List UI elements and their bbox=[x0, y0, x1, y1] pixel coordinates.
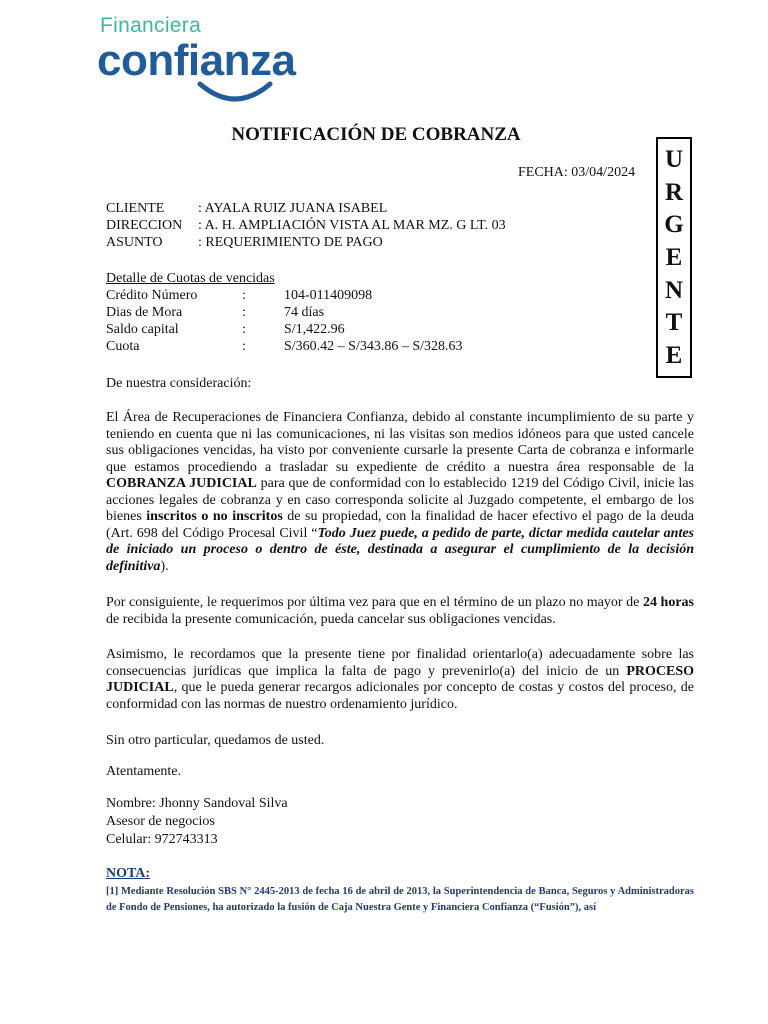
detalle-label: Crédito Número bbox=[106, 288, 198, 303]
detalle-label: Cuota bbox=[106, 339, 140, 354]
field-value: : REQUERIMIENTO DE PAGO bbox=[198, 235, 383, 250]
p2-text: de recibida la presente comunicación, pueda cancelar sus obligaciones vencidas. bbox=[106, 611, 556, 627]
p3-text: , que le pueda generar recargos adicionales por concepto de costas y costos del proceso, de conformidad con las normas de nuestro ordenamiento jurídico. bbox=[106, 680, 694, 712]
direccion-row bbox=[106, 218, 506, 234]
p1-text: de su propiedad, con la finalidad de hacer efectivo el pago de la deuda (Art. 698 del Código Procesal Civil “ bbox=[106, 509, 694, 541]
detalle-value: 104-011409098 bbox=[284, 288, 373, 303]
nota-title: NOTA: bbox=[106, 866, 151, 881]
urgente-stamp bbox=[656, 137, 692, 378]
logo-confianza-text: confianza bbox=[97, 36, 296, 85]
detalle-label: Saldo capital bbox=[106, 322, 179, 337]
detalle-sep: : bbox=[242, 339, 246, 354]
logo-smile-icon bbox=[196, 80, 274, 106]
urgente-letter: E bbox=[665, 342, 683, 370]
closing-line: Sin otro particular, quedamos de usted. bbox=[106, 733, 325, 748]
nota-text: [1] Mediante Resolución SBS N° 2445-2013 de fecha 16 de abril de 2013, la Superintendencia de Banca, Seguros y Administradoras de Fondo de Pensiones, ha autorizado la fusión de Caja Nuestra Gente y Financiera Confianza (“Fusión”), así bbox=[106, 886, 694, 913]
cliente-row bbox=[106, 201, 387, 217]
fecha-value: 03/04/2024 bbox=[571, 165, 636, 180]
signature-phone: Celular: 972743313 bbox=[106, 832, 218, 847]
detalle-row bbox=[106, 339, 463, 355]
signature-role: Asesor de negocios bbox=[106, 814, 215, 829]
detalle-label: Dias de Mora bbox=[106, 305, 183, 320]
detalle-value: S/360.42 – S/343.86 – S/328.63 bbox=[284, 339, 463, 354]
detalle-row bbox=[106, 322, 345, 338]
urgente-letter: T bbox=[665, 309, 683, 337]
urgente-letter: N bbox=[664, 276, 684, 304]
p1-bold-cobranza: COBRANZA JUDICIAL bbox=[106, 476, 257, 491]
field-value: : A. H. AMPLIACIÓN VISTA AL MAR MZ. G LT. 03 bbox=[198, 218, 506, 233]
greeting: De nuestra consideración: bbox=[106, 376, 252, 391]
atentamente: Atentamente. bbox=[106, 764, 182, 779]
signature-name: Nombre: Jhonny Sandoval Silva bbox=[106, 796, 288, 811]
detalle-sep: : bbox=[242, 288, 246, 303]
p3-text: Asimismo, le recordamos que la presente tiene por finalidad orientarlo(a) adecuadamente sobre las consecuencias jurídicas que implica la falta de pago y prevenirlo(a) del inicio de un bbox=[106, 647, 694, 679]
detalle-value: S/1,422.96 bbox=[284, 322, 345, 337]
detalle-title: Detalle de Cuotas de vencidas bbox=[106, 271, 275, 286]
field-label: ASUNTO bbox=[106, 235, 163, 250]
detalle-value: 74 días bbox=[284, 305, 325, 320]
p1-bold-inscritos: inscritos o no inscritos bbox=[146, 509, 283, 524]
fecha-label: FECHA: bbox=[518, 165, 568, 180]
detalle-sep: : bbox=[242, 305, 246, 320]
fecha-line bbox=[518, 165, 635, 181]
detalle-sep: : bbox=[242, 322, 246, 337]
urgente-letter: U bbox=[664, 145, 684, 173]
urgente-letter: G bbox=[664, 211, 684, 239]
field-label: DIRECCION bbox=[106, 218, 183, 233]
p1-text: ). bbox=[160, 558, 169, 574]
p1-quote: Todo Juez puede, a pedido de parte, dictar medida cautelar antes de iniciado un proceso o dentro de éste, destinada a asegurar el cumplimiento de la decisión definitiva bbox=[106, 525, 694, 574]
paragraph-cobranza bbox=[106, 410, 694, 575]
field-value: : AYALA RUIZ JUANA ISABEL bbox=[198, 201, 388, 216]
p2-text: Por consiguiente, le requerimos por última vez para que en el término de un plazo no mayor de bbox=[106, 595, 643, 610]
p1-text: El Área de Recuperaciones de Financiera Confianza, debido al constante incumplimiento de su parte y teniendo en cuenta que ni las comunicaciones, ni las visitas son medios idóneos para que usted cancele sus obligaciones vencidas, ha visto por conveniente cursarle la presente Carta de cobranza e informarle que estamos procediendo a trasladar su expediente de crédito a nuestra área responsable de la bbox=[106, 410, 694, 475]
logo-financiera-text: Financiera bbox=[100, 14, 202, 37]
detalle-row bbox=[106, 288, 372, 304]
asunto-row bbox=[106, 235, 383, 251]
urgente-letter: R bbox=[664, 178, 684, 206]
p3-bold-proceso: PROCESO JUDICIAL bbox=[106, 663, 694, 695]
urgente-letter: E bbox=[665, 243, 683, 271]
field-label: CLIENTE bbox=[106, 201, 165, 216]
p1-text: para que de conformidad con lo establecido 1219 del Código Civil, inicie las acciones legales de cobranza y en caso corresponda solicite al Juzgado competente, el embargo de los bienes bbox=[106, 476, 694, 524]
detalle-row bbox=[106, 305, 324, 321]
paragraph-plazo bbox=[106, 595, 694, 628]
p2-bold-24horas: 24 horas bbox=[642, 595, 694, 610]
document-title: NOTIFICACIÓN DE COBRANZA bbox=[231, 124, 521, 145]
paragraph-proceso bbox=[106, 647, 694, 713]
